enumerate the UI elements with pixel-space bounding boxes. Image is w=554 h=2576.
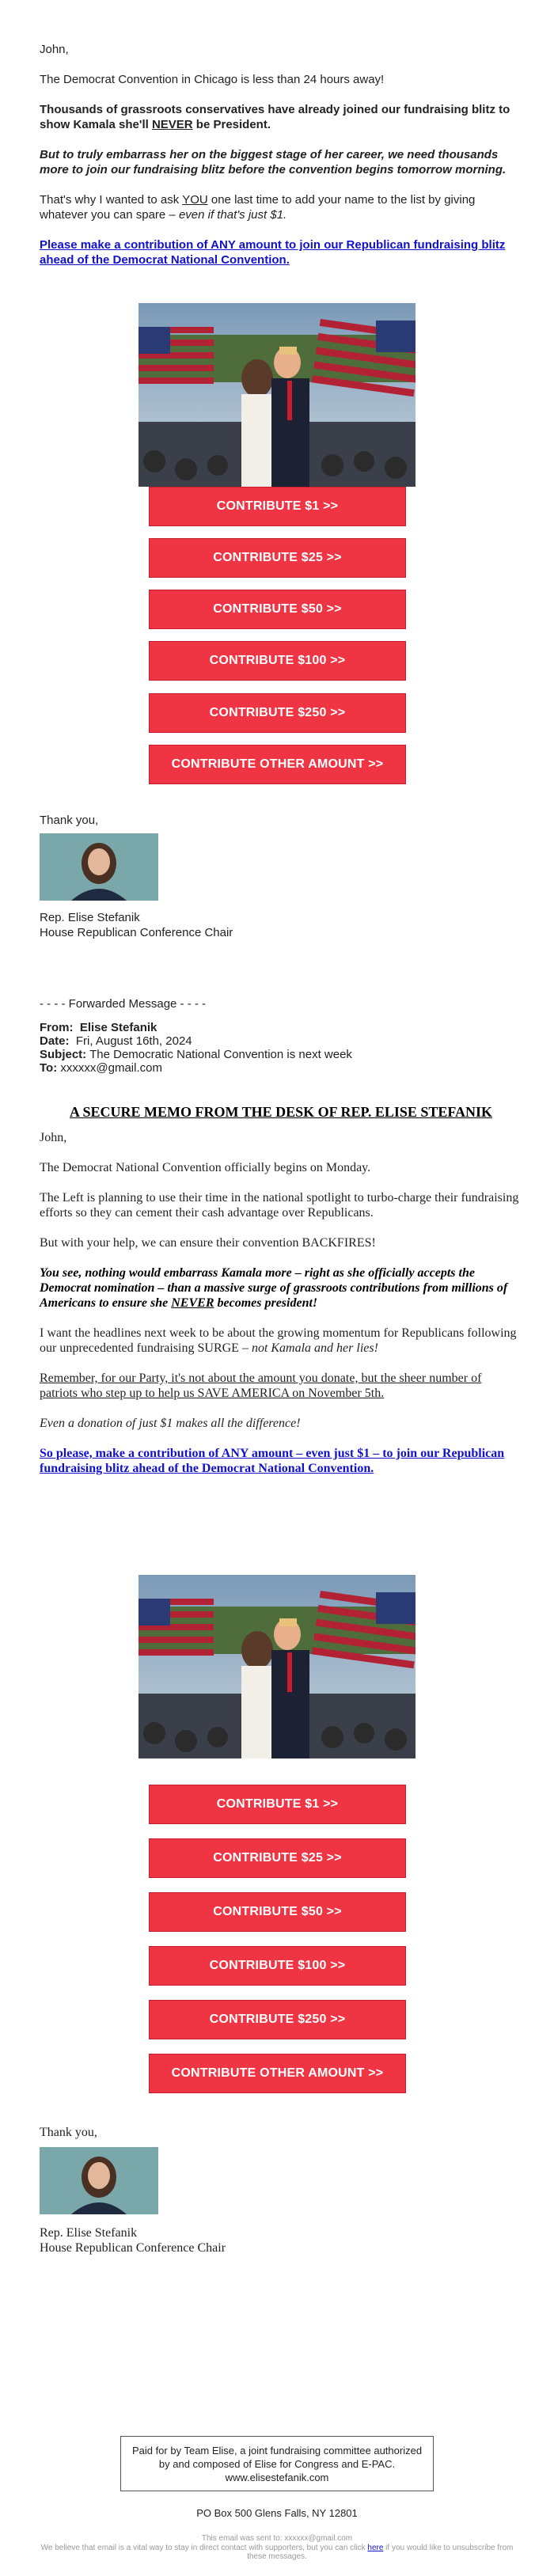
ask-paragraph: That's why I wanted to ask YOU one last time to add your name to the list by giving whatever you can spare – even if that's just $1. [40, 193, 476, 222]
unsubscribe-link[interactable]: here [367, 2544, 384, 2552]
memo-paragraph-3: But with your help, we can ensure their convention BACKFIRES! [40, 1236, 376, 1250]
intro-text: The Democrat Convention in Chicago is less than 24 hours away! [40, 73, 385, 86]
from-value: Elise Stefanik [79, 1021, 157, 1034]
memo-title: A SECURE MEMO FROM THE DESK OF REP. ELISE STEFANIK [69, 1104, 493, 1120]
portrait-image [40, 833, 158, 901]
portrait-image-2 [40, 2147, 158, 2214]
greeting: John, [40, 43, 69, 56]
contribute-50-button-2[interactable]: CONTRIBUTE $50 >> [149, 1892, 406, 1932]
contribute-other-button[interactable]: CONTRIBUTE OTHER AMOUNT >> [149, 745, 406, 784]
signature-name: Rep. Elise Stefanik [40, 911, 140, 924]
contribute-250-button-2[interactable]: CONTRIBUTE $250 >> [149, 2000, 406, 2039]
signature-title-2: House Republican Conference Chair [40, 2241, 226, 2255]
rally-photo-2[interactable] [138, 1575, 416, 1758]
memo-contribution-link[interactable]: So please, make a contribution of ANY amount – even just $1 – to join our Republican fundraising blitz ahead of the Democrat National Convention. [40, 1447, 505, 1475]
to-value: xxxxxx@gmail.com [60, 1061, 162, 1075]
date-label: Date: [40, 1034, 70, 1048]
embarrass-paragraph: But to truly embarrass her on the biggest stage of her career, we need thousands more to join our fundraising blitz before the convention begins tomorrow morning. [40, 148, 507, 176]
thanks-text: Thank you, [40, 814, 99, 827]
sent-to-text: This email was sent to: xxxxxx@gmail.com [201, 2534, 353, 2543]
memo-paragraph-6: Remember, for our Party, it's not about the amount you donate, but the sheer number of patriots who step up to help us SAVE AMERICA on November 5th. [40, 1371, 482, 1400]
unsubscribe-text: We believe that email is a vital way to stay in direct contact with supporters, but you can click here if you would like to unsubscribe from these messages. [40, 2544, 514, 2561]
signature-block-2 [40, 2225, 522, 2255]
signature-title: House Republican Conference Chair [40, 926, 233, 939]
subject-value: The Democratic National Convention is next week [89, 1048, 352, 1061]
grassroots-paragraph: Thousands of grassroots conservatives have already joined our fundraising blitz to show Kamala she'll NEVER be President. [40, 103, 510, 131]
rally-photo[interactable] [138, 303, 416, 487]
paid-for-box [120, 2436, 434, 2491]
to-label: To: [40, 1061, 58, 1075]
memo-paragraph-2: The Left is planning to use their time in the national spotlight to turbo-charge their fundraising efforts so they can cement their cash advantage over Republicans. [40, 1191, 519, 1220]
rally-photo-image-2 [138, 1575, 416, 1758]
contribute-100-button-2[interactable]: CONTRIBUTE $100 >> [149, 1946, 406, 1986]
forwarded-meta [40, 1021, 522, 1075]
signature-photo-2 [40, 2147, 158, 2214]
memo-body [40, 1130, 522, 1476]
contribute-1-button[interactable]: CONTRIBUTE $1 >> [149, 487, 406, 526]
date-value: Fri, August 16th, 2024 [75, 1034, 192, 1048]
thanks-text-2: Thank you, [40, 2126, 97, 2139]
memo-greeting: John, [40, 1131, 67, 1144]
forwarded-header: - - - - Forwarded Message - - - - [40, 997, 207, 1011]
mailing-address: PO Box 500 Glens Falls, NY 12801 [196, 2507, 358, 2519]
signature-photo [40, 833, 158, 901]
contribute-1-button-2[interactable]: CONTRIBUTE $1 >> [149, 1785, 406, 1824]
memo-paragraph-5: I want the headlines next week to be about the growing momentum for Republicans following our unprecedented fundraising SURGE – not Kamala and her lies! [40, 1326, 517, 1355]
contribute-250-button[interactable]: CONTRIBUTE $250 >> [149, 693, 406, 733]
contribute-100-button[interactable]: CONTRIBUTE $100 >> [149, 641, 406, 681]
contribute-25-button[interactable]: CONTRIBUTE $25 >> [149, 538, 406, 578]
subject-label: Subject: [40, 1048, 87, 1061]
signature-name-2: Rep. Elise Stefanik [40, 2226, 138, 2240]
memo-paragraph-1: The Democrat National Convention officially begins on Monday. [40, 1161, 371, 1174]
intro-section [40, 42, 522, 267]
signature-block [40, 910, 522, 940]
contribution-link[interactable]: Please make a contribution of ANY amount to join our Republican fundraising blitz ahead of the Democrat National Convention. [40, 238, 506, 267]
contribute-25-button-2[interactable]: CONTRIBUTE $25 >> [149, 1838, 406, 1878]
memo-paragraph-7: Even a donation of just $1 makes all the difference! [40, 1417, 301, 1430]
paid-for-text: Paid for by Team Elise, a joint fundraising committee authorized by and composed of Elise for Congress and E-PAC. www.elisestefanik.com [131, 2445, 423, 2483]
from-label: From: [40, 1021, 74, 1034]
contribute-50-button[interactable]: CONTRIBUTE $50 >> [149, 590, 406, 629]
memo-paragraph-4: You see, nothing would embarrass Kamala more – right as she officially accepts the Democrat nomination – than a massive surge of grassroots contributions from millions of Americans to ensure she NEVER becomes president! [40, 1266, 508, 1310]
rally-photo-image [138, 303, 416, 487]
contribute-other-button-2[interactable]: CONTRIBUTE OTHER AMOUNT >> [149, 2054, 406, 2093]
